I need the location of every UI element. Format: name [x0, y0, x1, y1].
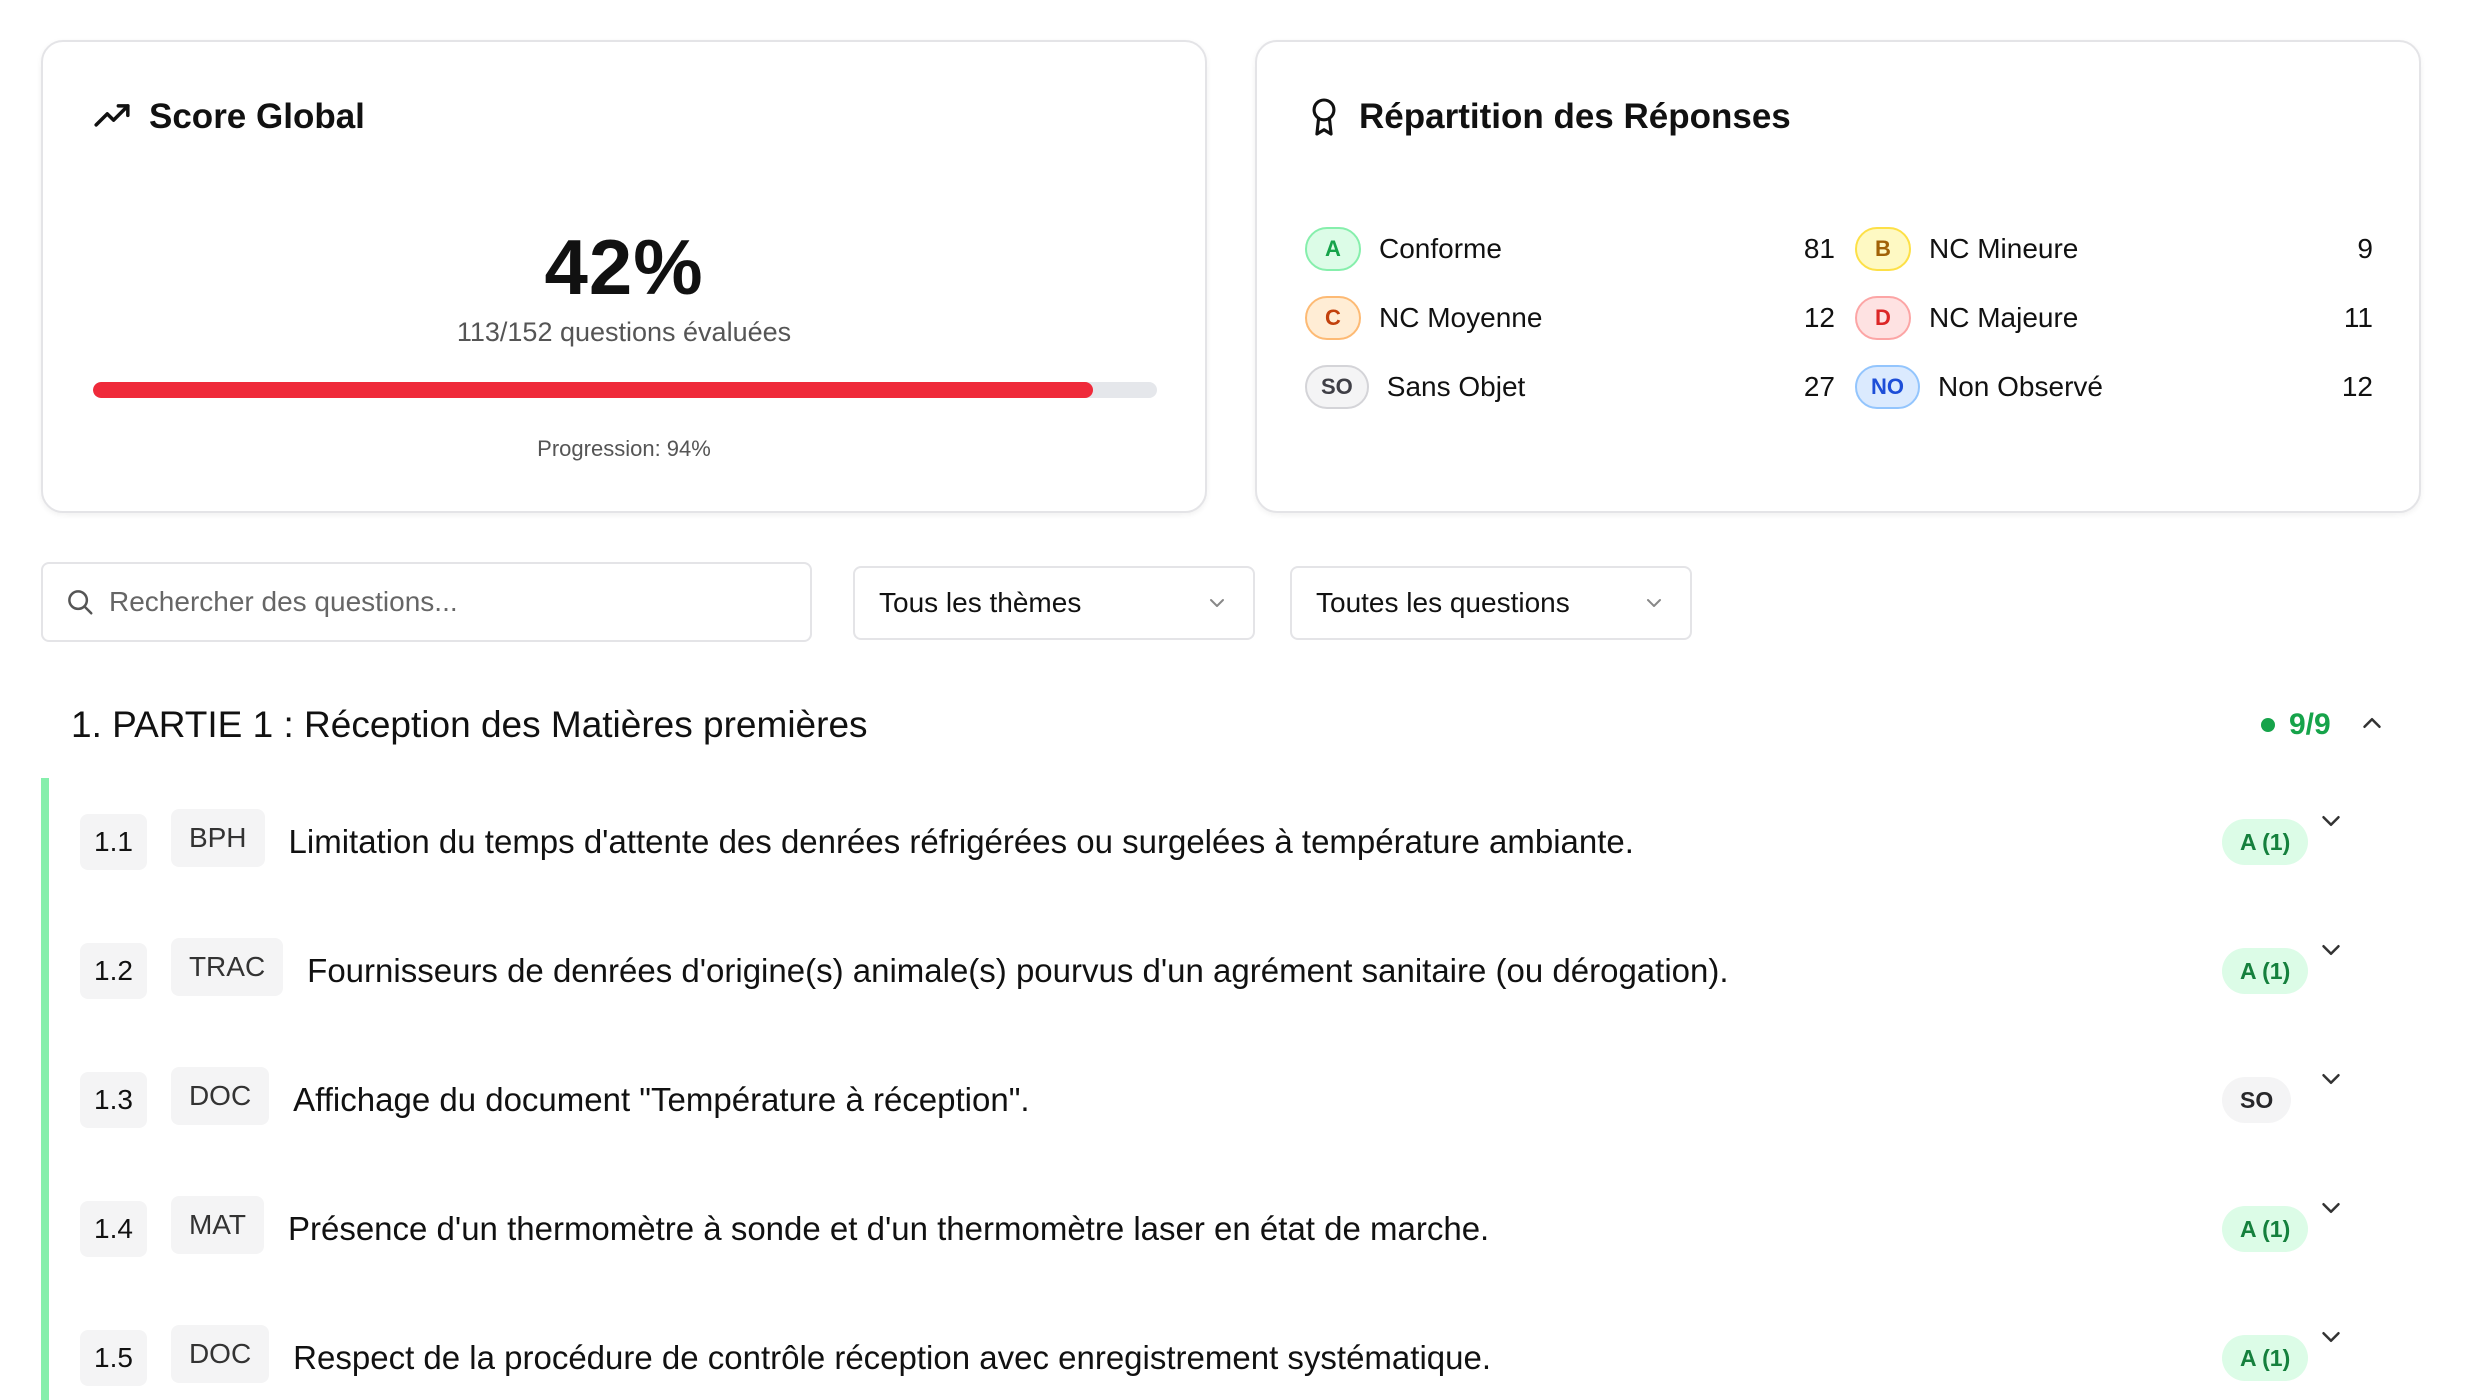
repartition-card — [1255, 40, 2421, 513]
repartition-header — [1307, 97, 1791, 137]
repartition-count: 12 — [2341, 371, 2373, 402]
question-select-value: Toutes les questions — [1316, 587, 1570, 618]
score-global-header — [93, 97, 365, 137]
theme-select[interactable] — [853, 566, 1255, 640]
section-accent-bar — [41, 778, 49, 1400]
chevron-down-icon — [1642, 591, 1666, 615]
chevron-down-icon[interactable] — [2316, 1064, 2346, 1094]
question-text: Affichage du document "Température à réception". — [293, 1081, 1030, 1118]
chevron-down-icon[interactable] — [2316, 1322, 2346, 1352]
question-tag: BPH — [171, 809, 265, 867]
repartition-title: Répartition des Réponses — [1359, 97, 1791, 136]
answer-badge: A (1) — [2222, 948, 2308, 994]
question-number: 1.5 — [80, 1330, 147, 1386]
repartition-item-sans-objet — [1305, 362, 1835, 412]
question-tag: TRAC — [171, 938, 283, 996]
question-text: Présence d'un thermomètre à sonde et d'un thermomètre laser en état de marche. — [287, 1210, 1490, 1247]
search-input[interactable] — [109, 586, 769, 618]
trending-up-icon — [93, 98, 131, 136]
question-row[interactable] — [80, 1318, 2420, 1398]
repartition-count: 9 — [2357, 233, 2373, 264]
progress-bar — [93, 382, 1157, 398]
progress-label: Progression: 94% — [537, 436, 711, 461]
question-number: 1.4 — [80, 1201, 147, 1257]
section-header[interactable] — [41, 690, 2421, 760]
repartition-label: Non Observé — [1938, 371, 2103, 402]
question-text: Fournisseurs de denrées d'origine(s) animale(s) pourvus d'un agrément sanitaire (ou dérogation). — [307, 952, 1729, 989]
chevron-down-icon[interactable] — [2316, 806, 2346, 836]
progress-bar-fill — [93, 382, 1093, 398]
theme-select-value: Tous les thèmes — [879, 587, 1082, 618]
repartition-label: NC Majeure — [1929, 302, 2079, 333]
repartition-label: Sans Objet — [1386, 371, 1526, 402]
chevron-up-icon[interactable] — [2357, 708, 2387, 738]
badge-so: SO — [1305, 365, 1369, 409]
repartition-label: Conforme — [1379, 233, 1502, 264]
repartition-count: 12 — [1803, 302, 1835, 333]
question-number: 1.1 — [80, 814, 147, 870]
chevron-down-icon[interactable] — [2316, 935, 2346, 965]
answer-badge: A (1) — [2222, 819, 2308, 865]
repartition-label: NC Moyenne — [1379, 302, 1543, 333]
repartition-item-nc-mineure — [1855, 224, 2373, 274]
question-row[interactable] — [80, 802, 2420, 882]
badge-b: B — [1855, 227, 1911, 271]
question-tag: MAT — [171, 1196, 264, 1254]
repartition-item-nc-moyenne — [1305, 293, 1835, 343]
question-number: 1.3 — [80, 1072, 147, 1128]
section-title: 1. PARTIE 1 : Réception des Matières premières — [71, 704, 868, 745]
chevron-down-icon — [1205, 591, 1229, 615]
status-dot — [2261, 718, 2275, 732]
repartition-item-conforme — [1305, 224, 1835, 274]
badge-no: NO — [1855, 365, 1920, 409]
questions-evaluated: 113/152 questions évaluées — [456, 317, 792, 347]
question-tag: DOC — [171, 1067, 269, 1125]
question-row[interactable] — [80, 1060, 2420, 1140]
score-global-card — [41, 40, 1207, 513]
search-field[interactable] — [41, 562, 812, 642]
answer-badge: A (1) — [2222, 1206, 2308, 1252]
chevron-down-icon[interactable] — [2316, 1193, 2346, 1223]
repartition-label: NC Mineure — [1929, 233, 2079, 264]
badge-a: A — [1305, 227, 1361, 271]
answer-badge: SO — [2222, 1077, 2291, 1123]
section-status — [2261, 708, 2331, 742]
question-tag: DOC — [171, 1325, 269, 1383]
section-status-count: 9/9 — [2289, 708, 2331, 741]
answer-badge: A (1) — [2222, 1335, 2308, 1381]
question-number: 1.2 — [80, 943, 147, 999]
score-global-title: Score Global — [149, 97, 365, 136]
search-icon — [65, 587, 95, 617]
repartition-item-nc-majeure — [1855, 293, 2373, 343]
badge-c: C — [1305, 296, 1361, 340]
award-icon — [1307, 97, 1341, 137]
repartition-item-non-observe — [1855, 362, 2373, 412]
question-text: Respect de la procédure de contrôle réception avec enregistrement systématique. — [293, 1339, 1492, 1376]
repartition-count: 81 — [1803, 233, 1835, 264]
question-row[interactable] — [80, 1189, 2420, 1269]
badge-d: D — [1855, 296, 1911, 340]
repartition-count: 11 — [2343, 302, 2373, 333]
question-text: Limitation du temps d'attente des denrées réfrigérées ou surgelées à température ambiante. — [288, 823, 1634, 860]
repartition-count: 27 — [1803, 371, 1835, 402]
score-value: 42% — [544, 223, 704, 311]
question-filter-select[interactable] — [1290, 566, 1692, 640]
question-row[interactable] — [80, 931, 2420, 1011]
